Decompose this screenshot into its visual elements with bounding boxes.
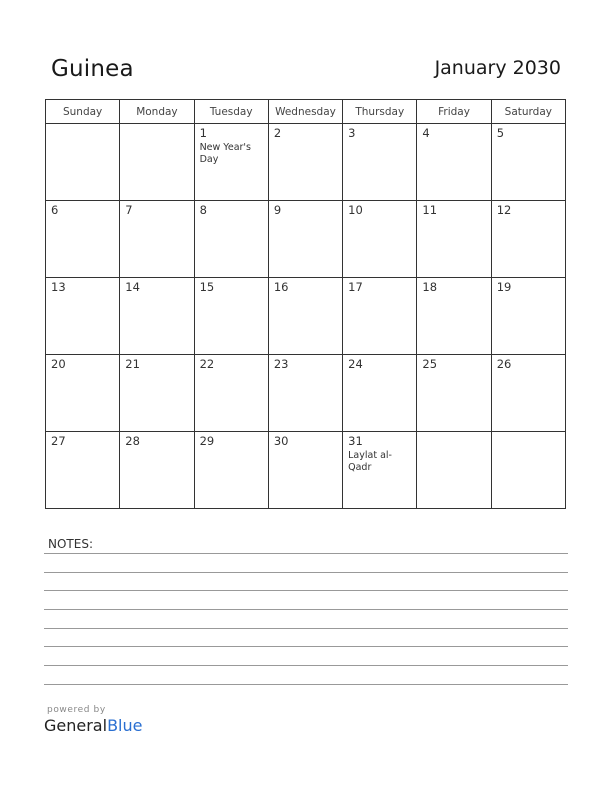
day-number: 16: [273, 280, 289, 294]
day-cell: [417, 355, 491, 432]
day-number: 10: [348, 203, 363, 217]
day-cell: [268, 278, 342, 355]
day-number: 29: [199, 434, 215, 448]
day-cell: [46, 355, 120, 432]
day-number: 25: [422, 357, 438, 371]
weekday-wednesday: Wednesday: [268, 100, 342, 124]
day-cell: [194, 278, 268, 355]
day-number: 15: [199, 280, 215, 294]
day-number: 27: [51, 434, 66, 448]
day-cell: [46, 432, 120, 509]
day-cell: [268, 432, 342, 509]
day-number: 26: [496, 357, 512, 371]
day-number: 31: [348, 434, 363, 448]
day-number: 8: [199, 203, 207, 217]
holiday-label: Laylat al-Qadr: [348, 450, 392, 473]
day-number: 7: [125, 203, 133, 217]
day-number: 9: [273, 203, 282, 217]
day-number: 1: [199, 126, 207, 140]
day-cell: [343, 355, 417, 432]
weekday-saturday: Saturday: [491, 100, 565, 124]
day-number: 2: [273, 126, 282, 140]
day-cell: [120, 201, 194, 278]
day-cell: [417, 278, 491, 355]
day-number: 6: [51, 203, 59, 217]
day-cell: [268, 201, 342, 278]
weekday-header-row: [46, 100, 566, 124]
day-number: 14: [125, 280, 140, 294]
day-number: 20: [51, 357, 66, 371]
week-row: [46, 278, 566, 355]
holiday-label: New Year's Day: [199, 142, 251, 165]
day-cell: [343, 201, 417, 278]
day-cell: [343, 432, 417, 509]
day-cell: [491, 432, 565, 509]
day-cell: [46, 124, 120, 201]
day-number: 5: [496, 126, 505, 140]
week-row: [46, 432, 566, 509]
day-cell: [46, 278, 120, 355]
day-cell: [46, 201, 120, 278]
generalblue-logo: [44, 705, 142, 735]
weekday-sunday: Sunday: [46, 100, 120, 124]
brand-name-general: General: [44, 716, 108, 735]
country-title: Guinea: [51, 56, 134, 82]
day-cell: [194, 432, 268, 509]
note-line: [44, 665, 568, 666]
day-cell: [194, 355, 268, 432]
day-cell: [491, 201, 565, 278]
note-line: [44, 553, 568, 554]
day-cell: [343, 278, 417, 355]
day-number: 3: [348, 126, 356, 140]
week-row: [46, 355, 566, 432]
weekday-friday: Friday: [417, 100, 491, 124]
calendar-grid: [45, 99, 566, 509]
day-number: 30: [273, 434, 289, 448]
day-number: 13: [51, 280, 66, 294]
note-line: [44, 628, 568, 629]
brand-name-blue: Blue: [107, 716, 143, 735]
day-cell: [417, 201, 491, 278]
note-line: [44, 572, 568, 573]
day-cell: [120, 278, 194, 355]
day-number: 23: [273, 357, 289, 371]
day-cell: [491, 124, 565, 201]
day-cell: [194, 201, 268, 278]
weekday-thursday: Thursday: [343, 100, 417, 124]
day-number: 12: [496, 203, 512, 217]
day-cell: [491, 355, 565, 432]
note-line: [44, 684, 568, 685]
powered-by-text: powered by: [47, 705, 106, 715]
day-cell: [268, 355, 342, 432]
note-line: [44, 590, 568, 591]
month-year-title: January 2030: [434, 57, 561, 79]
day-cell: [120, 124, 194, 201]
day-cell: [268, 124, 342, 201]
week-row: [46, 201, 566, 278]
note-line: [44, 609, 568, 610]
notes-label: NOTES:: [48, 537, 93, 551]
brand-name: [44, 716, 142, 735]
day-cell: [194, 124, 268, 201]
day-number: 17: [348, 280, 363, 294]
week-row: [46, 124, 566, 201]
day-cell: [120, 432, 194, 509]
weekday-tuesday: Tuesday: [194, 100, 268, 124]
day-number: 19: [496, 280, 512, 294]
day-cell: [417, 124, 491, 201]
day-number: 21: [125, 357, 140, 371]
day-cell: [491, 278, 565, 355]
day-number: 24: [348, 357, 363, 371]
day-cell: [343, 124, 417, 201]
note-line: [44, 646, 568, 647]
day-number: 28: [125, 434, 140, 448]
day-cell: [417, 432, 491, 509]
day-number: 18: [422, 280, 438, 294]
day-number: 11: [422, 203, 438, 217]
day-number: 22: [199, 357, 215, 371]
day-cell: [120, 355, 194, 432]
weekday-monday: Monday: [120, 100, 194, 124]
day-number: 4: [422, 126, 430, 140]
